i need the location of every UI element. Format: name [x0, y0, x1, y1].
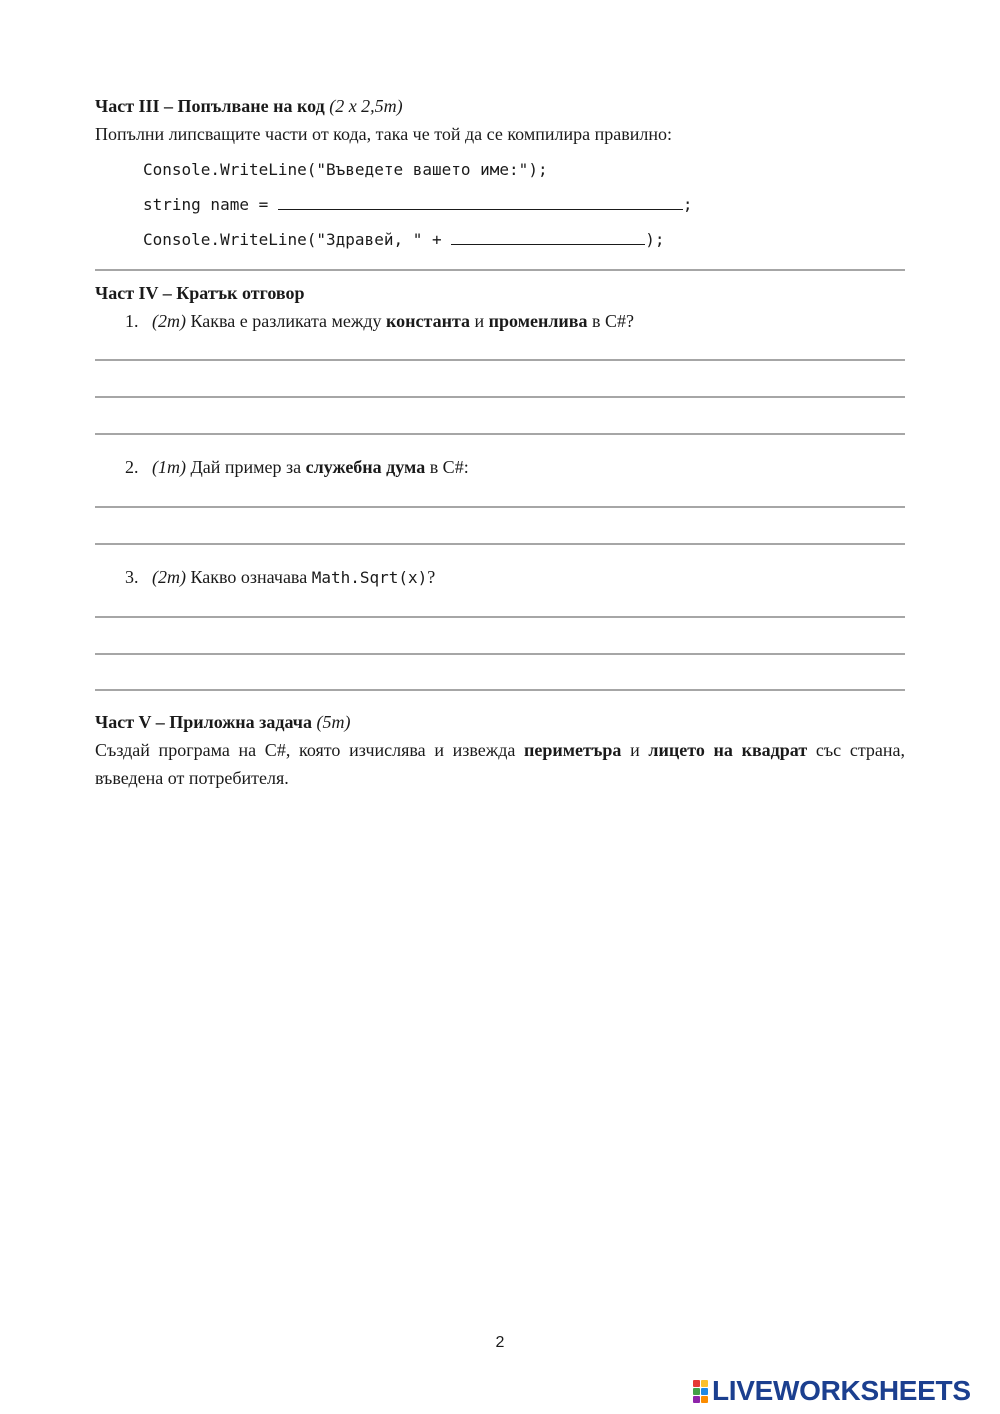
logo-tile-1: [693, 1380, 700, 1387]
liveworksheets-logo[interactable]: [693, 1376, 971, 1406]
logo-tile-2: [701, 1380, 708, 1387]
question-3-text-b: ?: [427, 567, 436, 587]
part5-text-c: със страна, въведена от потребителя.: [95, 740, 906, 788]
question-1-text-c: в C#?: [592, 311, 635, 331]
question-3-number: 3.: [125, 567, 139, 587]
question-1: [125, 311, 634, 332]
page-number: 2: [495, 1334, 505, 1351]
question-1-term-constant: константа: [386, 311, 471, 331]
question-2-number: 2.: [125, 457, 139, 477]
logo-tile-3: [693, 1388, 700, 1395]
name-blank-input[interactable]: [278, 195, 683, 210]
answer-line-2b[interactable]: [95, 543, 905, 545]
question-2-text-b: в C#:: [429, 457, 469, 477]
code-line-1: Console.WriteLine("Въведете вашето име:");: [143, 160, 548, 179]
code-line-2-end: ;: [682, 195, 693, 214]
liveworksheets-wordmark: LIVEWORKSHEETS: [712, 1375, 971, 1406]
part3-instruction: Попълни липсващите части от кода, така че той да се компилира правилно:: [95, 124, 672, 144]
answer-line-3b[interactable]: [95, 653, 905, 655]
part5-title: Част V – Приложна задача: [95, 712, 312, 732]
part5-term-area: лицето на квадрат: [648, 740, 808, 760]
part5-task: [95, 736, 905, 792]
question-2-term-keyword: служебна дума: [305, 457, 426, 477]
section-divider: [95, 269, 905, 271]
part3-title: Част III – Попълване на код: [95, 96, 325, 116]
question-3: [125, 567, 435, 588]
part5-text-a: Създай програма на C#, която изчислява и извежда: [95, 740, 516, 760]
question-2: [125, 457, 469, 478]
code-line-2-start: string name =: [143, 195, 278, 214]
part5-text-b: и: [630, 740, 640, 760]
logo-tile-4: [701, 1388, 708, 1395]
answer-line-2a[interactable]: [95, 506, 905, 508]
answer-line-1b[interactable]: [95, 396, 905, 398]
liveworksheets-mark-icon: [693, 1380, 708, 1403]
part3-points: (2 x 2,5т): [329, 96, 403, 116]
question-1-text-b: и: [474, 311, 485, 331]
question-1-term-variable: променлива: [488, 311, 588, 331]
greeting-blank-input[interactable]: [451, 230, 645, 245]
code-line-3: [143, 230, 665, 249]
part5-points: (5т): [316, 712, 351, 732]
code-line-3-start: Console.WriteLine("Здравей, " +: [143, 230, 452, 249]
question-3-points: (2т): [152, 567, 186, 587]
part5-heading: [95, 712, 350, 733]
part4-title: Част IV – Кратък отговор: [95, 283, 305, 303]
answer-line-3c[interactable]: [95, 689, 905, 691]
question-3-code: Math.Sqrt(x): [311, 568, 428, 587]
question-2-text-a: Дай пример за: [190, 457, 302, 477]
question-1-text-a: Каква е разликата между: [190, 311, 382, 331]
question-1-number: 1.: [125, 311, 139, 331]
logo-tile-6: [701, 1396, 708, 1403]
question-1-points: (2т): [152, 311, 186, 331]
answer-line-1a[interactable]: [95, 359, 905, 361]
code-line-3-end: );: [645, 230, 665, 249]
answer-line-3a[interactable]: [95, 616, 905, 618]
part5-term-perimeter: периметъра: [524, 740, 622, 760]
part3-heading: [95, 96, 403, 117]
question-3-text-a: Какво означава: [190, 567, 308, 587]
question-2-points: (1т): [152, 457, 186, 477]
logo-tile-5: [693, 1396, 700, 1403]
answer-line-1c[interactable]: [95, 433, 905, 435]
code-line-2: [143, 195, 693, 214]
